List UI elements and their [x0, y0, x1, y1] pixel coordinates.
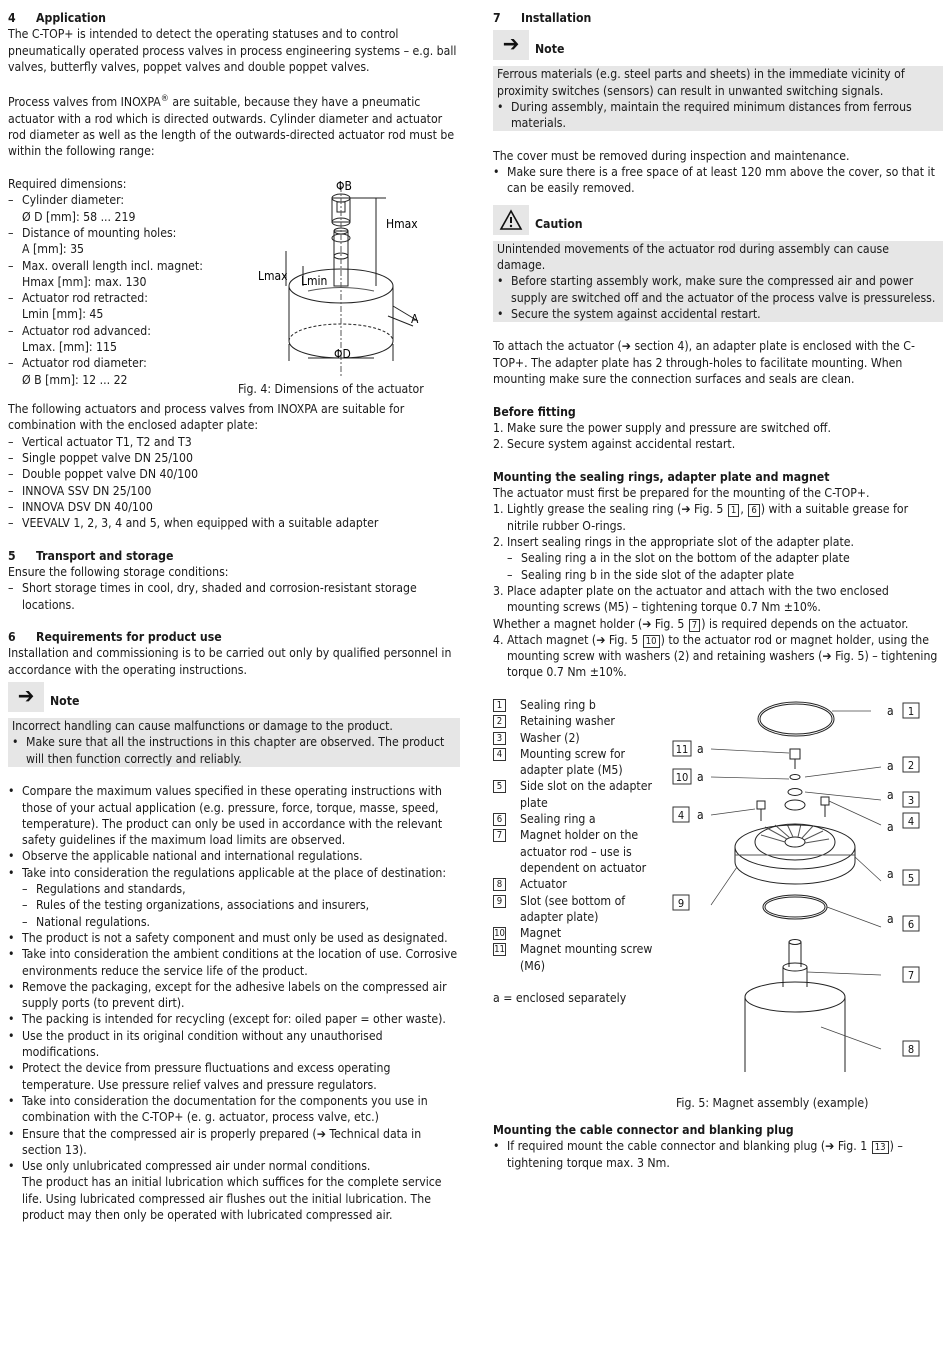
legend-note: a = enclosed separately [493, 991, 627, 1006]
label-a: a [887, 758, 894, 773]
cover-paragraph: The cover must be removed during inspection and maintenance. [493, 148, 850, 163]
list-item: • Remove the packaging, except for the adhesive labels on the compressed air supply ports (to prevent dirt). [8, 979, 460, 1012]
arrow-icon: ➔ [493, 30, 529, 60]
ref-box: 13 [872, 1141, 889, 1154]
magnet-holder-note: Whether a magnet holder (➔ Fig. 5 7 ) is required depends on the actuator. [493, 616, 909, 631]
sub-item: – National regulations. [8, 914, 460, 930]
dimension-item: – Cylinder diameter: [8, 192, 238, 208]
dimension-item: – Actuator rod retracted: [8, 290, 238, 306]
note-header [493, 30, 943, 62]
figure-4-caption: Fig. 4: Dimensions of the actuator [238, 382, 424, 397]
section-4-heading: 4 Application [8, 11, 106, 25]
list-item: • Observe the applicable national and international regulations. [8, 848, 460, 864]
arrow-icon: ➔ [822, 649, 832, 664]
sub-item: – Regulations and standards, [8, 881, 460, 897]
caution-label: Caution [535, 216, 583, 231]
arrow-icon: ➔ [621, 339, 631, 354]
dimension-value: Ø B [mm]: 12 ... 22 [22, 372, 128, 387]
actuator-dimensions-drawing [248, 176, 428, 381]
label-a: a [697, 741, 704, 756]
before-fitting-heading: Before fitting [493, 404, 576, 419]
label-a: a [697, 807, 704, 822]
sub-item: – Sealing ring b in the side slot of the adapter plate [493, 567, 943, 583]
section-5-heading: 5 Transport and storage [8, 548, 174, 563]
caution-text: Unintended movements of the actuator rod during assembly can cause damage. [497, 241, 889, 272]
list-item: 4. Attach magnet (➔ Fig. 5 10 ) to the actuator rod or magnet holder, using the mounting screw with washers (2) and retaining washers (➔ Fig. 5) – tightening torque 0.7 Nm ±10%. [493, 632, 938, 680]
mounting-heading: Mounting the sealing rings, adapter plate and magnet [493, 469, 830, 484]
note-label: Note [50, 694, 80, 709]
legend-item: 6 Sealing ring a [493, 811, 663, 827]
callout-10: 10 [675, 770, 689, 784]
list-item: – Vertical actuator T1, T2 and T3 [8, 434, 460, 450]
section-6-bullets [8, 783, 460, 1223]
sub-item: – Sealing ring a in the slot on the bottom of the adapter plate [493, 550, 943, 566]
arrow-icon: ➔ [316, 1126, 326, 1141]
list-item: • Use only unlubricated compressed air under normal conditions. [8, 1158, 460, 1174]
section-7-heading: 7 Installation [493, 11, 592, 25]
dimension-item: – Actuator rod diameter: [8, 355, 238, 371]
list-item: • Use the product in its original condition without any unauthorised modifications. [8, 1028, 460, 1061]
cable-heading: Mounting the cable connector and blanking plug [493, 1122, 794, 1137]
mounting-intro: The actuator must first be prepared for the mounting of the C-TOP+. [493, 486, 870, 501]
arrow-icon: ➔ [681, 502, 691, 517]
callout-2: 2 [907, 758, 915, 772]
list-item: • The product is not a safety component and must only be used as designated. [8, 930, 460, 946]
note-text: Ferrous materials (e.g. steel parts and sheets) in the immediate vicinity of proximity switches (sensors) can result in unwanted switching signals. [497, 67, 905, 98]
figure-5-caption: Fig. 5: Magnet assembly (example) [676, 1095, 869, 1110]
callout-5: 5 [907, 871, 915, 885]
list-item: – Double poppet valve DN 40/100 [8, 466, 460, 482]
section-4-intro: The C-TOP+ is intended to detect the operating statuses and to control pneumatically operated process valves in process engineering systems – e.g. ball valves, butterfly valves, poppet valves and double poppet valves. [8, 27, 457, 74]
dimension-value: Lmax. [mm]: 115 [22, 340, 117, 354]
list-item: – INNOVA DSV DN 40/100 [8, 499, 460, 515]
list-item: • Ensure that the compressed air is properly prepared (➔ Technical data in section 13). [8, 1126, 460, 1159]
caution-box [493, 241, 943, 322]
section-6-heading: 6 Requirements for product use [8, 630, 222, 645]
caution-bullet: • Before starting assembly work, make sure the compressed air and power supply are switched off and the actuator of the process valve is pressureless. [497, 273, 939, 306]
label-a: a [887, 787, 894, 802]
label-a: a [887, 819, 894, 834]
dimension-item: – Distance of mounting holes: [8, 225, 238, 241]
list-item-continuation: The product has an initial lubrication which suffices for the complete service life. Using lubricated compressed air flushes out the initial lubrication. The product may then only be operated with lubricated compressed air. [22, 1175, 442, 1222]
callout-1: 1 [907, 704, 915, 718]
attach-paragraph: To attach the actuator (➔ section 4), an adapter plate is enclosed with the C-TOP+. The adapter plate has 2 through-holes to facilitate mounting. When mounting make sure the connection surfaces and seals are clean. [493, 339, 915, 387]
callout-3: 3 [907, 793, 915, 807]
label-a: a [887, 911, 894, 926]
figure-4 [8, 176, 460, 401]
label-a: A [411, 312, 419, 327]
section-6-intro: Installation and commissioning is to be carried out only by qualified personnel in accordance with the operating instructions. [8, 646, 452, 677]
list-item: – Single poppet valve DN 25/100 [8, 450, 460, 466]
label-a: a [887, 866, 894, 881]
callout-7: 7 [907, 968, 915, 982]
ref-box: 6 [748, 504, 759, 517]
note-label: Note [535, 42, 565, 57]
section-4-actuator-list [8, 434, 460, 532]
required-dimensions [8, 176, 238, 388]
dimension-value: Ø D [mm]: 58 ... 219 [22, 209, 136, 224]
list-item: – VEEVALV 1, 2, 3, 4 and 5, when equipped with a suitable adapter [8, 515, 460, 531]
legend-item: 7 Magnet holder on the actuator rod – use is dependent on actuator [493, 827, 663, 876]
list-item: • Take into consideration the ambient conditions at the location of use. Corrosive environments reduce the service life of the product. [8, 946, 460, 979]
legend-item: 10 Magnet [494, 926, 562, 941]
left-column [8, 10, 460, 1223]
dimension-list [8, 192, 238, 388]
right-column [493, 10, 943, 1171]
label-phi-b: ΦB [336, 179, 352, 194]
required-dimensions-title: Required dimensions: [8, 177, 127, 192]
list-item: • Take into consideration the documentation for the components you use in combination with the C-TOP+ (e. g. actuator, process valve, etc.) [8, 1093, 460, 1126]
legend-item: 4 Mounting screw for adapter plate (M5) [493, 746, 663, 779]
callout-9: 9 [677, 896, 685, 910]
ref-box: 7 [689, 619, 700, 632]
label-lmax: Lmax [258, 269, 288, 284]
arrow-icon: ➔ [642, 616, 652, 631]
legend-item: 8 Actuator [493, 876, 663, 892]
arrow-icon: ➔ [8, 682, 44, 712]
dimension-item: – Actuator rod advanced: [8, 323, 238, 339]
section-5-intro: Ensure the following storage conditions: [8, 565, 229, 579]
legend-item: 1 Sealing ring b [493, 697, 663, 713]
legend-item: 9 Slot (see bottom of adapter plate) [493, 893, 663, 926]
legend-item: 2 Retaining washer [493, 713, 663, 729]
label-hmax: Hmax [386, 217, 418, 232]
list-item: • Make sure there is a free space of at least 120 mm above the cover, so that it can be easily removed. [493, 164, 943, 197]
note-box [8, 718, 460, 767]
figure-5-legend [493, 697, 663, 1007]
note-bullet: • During assembly, maintain the required minimum distances from ferrous materials. [497, 99, 939, 132]
list-item: • Take into consideration the regulations applicable at the place of destination: [8, 865, 460, 881]
list-item: – INNOVA SSV DN 25/100 [8, 483, 460, 499]
callout-6: 6 [907, 917, 915, 931]
callout-4-left: 4 [677, 808, 685, 822]
legend-item: 5 Side slot on the adapter plate [493, 778, 663, 811]
dimension-value: Hmax [mm]: max. 130 [22, 274, 147, 289]
warning-icon [493, 205, 529, 235]
list-item: • If required mount the cable connector and blanking plug (➔ Fig. 1 13 ) – tightening torque max. 3 Nm. [493, 1138, 943, 1171]
label-lmin: Lmin [301, 274, 328, 289]
legend-item: 11 Magnet mounting screw (M6) [494, 942, 653, 973]
list-item: 3. Place adapter plate on the actuator and attach with the two enclosed mounting screws (M5) – tightening torque 0.7 Nm ±10%. [493, 583, 889, 615]
section-4-combination-paragraph: The following actuators and process valves from INOXPA are suitable for combination with the enclosed adapter plate: [8, 402, 405, 433]
caution-header [493, 205, 943, 237]
list-item: 1. Make sure the power supply and pressure are switched off. [493, 420, 831, 435]
label-a: a [697, 769, 704, 784]
callout-4: 4 [907, 814, 915, 828]
list-item: 1. Lightly grease the sealing ring (➔ Fig. 5 1 , 6 ) with a suitable grease for nitrile rubber O-rings. [493, 502, 909, 533]
list-item: • The packing is intended for recycling (except for: oiled paper = other waste). [8, 1011, 460, 1027]
note-header [8, 682, 460, 714]
list-item: 2. Secure system against accidental restart. [493, 437, 736, 452]
ref-box: 10 [643, 635, 660, 648]
dimension-value: Lmin [mm]: 45 [22, 307, 104, 322]
sub-item: – Rules of the testing organizations, associations and insurers, [8, 897, 460, 913]
dimension-value: A [mm]: 35 [22, 242, 85, 257]
dimension-item: – Max. overall length incl. magnet: [8, 258, 238, 274]
arrow-icon: ➔ [825, 1139, 835, 1154]
legend-item: 3 Washer (2) [493, 730, 663, 746]
note-box [493, 66, 943, 131]
note-text: Incorrect handling can cause malfunctions or damage to the product. [12, 719, 393, 734]
section-4-inoxpa-paragraph: Process valves from INOXPA® are suitable, because they have a pneumatic actuator with a rod which is directed outwards. Cylinder diameter and actuator rod diameter as well as the length of the outwards-directed actuator rod must be within the following range: [8, 94, 455, 159]
list-item: • Protect the device from pressure fluctuations and excess operating temperature. Use pressure relief valves and pressure regulators. [8, 1060, 460, 1093]
figure-5 [493, 697, 943, 1122]
callout-11: 11 [675, 742, 689, 756]
list-item: – Short storage times in cool, dry, shaded and corrosion-resistant storage locations. [8, 580, 460, 613]
list-item: • Compare the maximum values specified in these operating instructions with those of your actual application (e.g. pressure, force, torque, masse, speed, temperature). The product can only be used in accordance with the relevant safety guidelines if the maximum load limits are observed. [8, 783, 460, 848]
list-item: 2. Insert sealing rings in the appropriate slot of the adapter plate. [493, 535, 854, 550]
note-bullet: • Make sure that all the instructions in this chapter are observed. The product will then function correctly and reliably. [12, 734, 456, 767]
ref-box: 1 [728, 504, 739, 517]
label-phi-d: ΦD [334, 347, 351, 362]
magnet-assembly-drawing [671, 697, 931, 1092]
label-a: a [887, 703, 894, 718]
caution-bullet: • Secure the system against accidental restart. [497, 306, 939, 322]
callout-8: 8 [907, 1042, 915, 1056]
arrow-icon: ➔ [596, 632, 606, 647]
